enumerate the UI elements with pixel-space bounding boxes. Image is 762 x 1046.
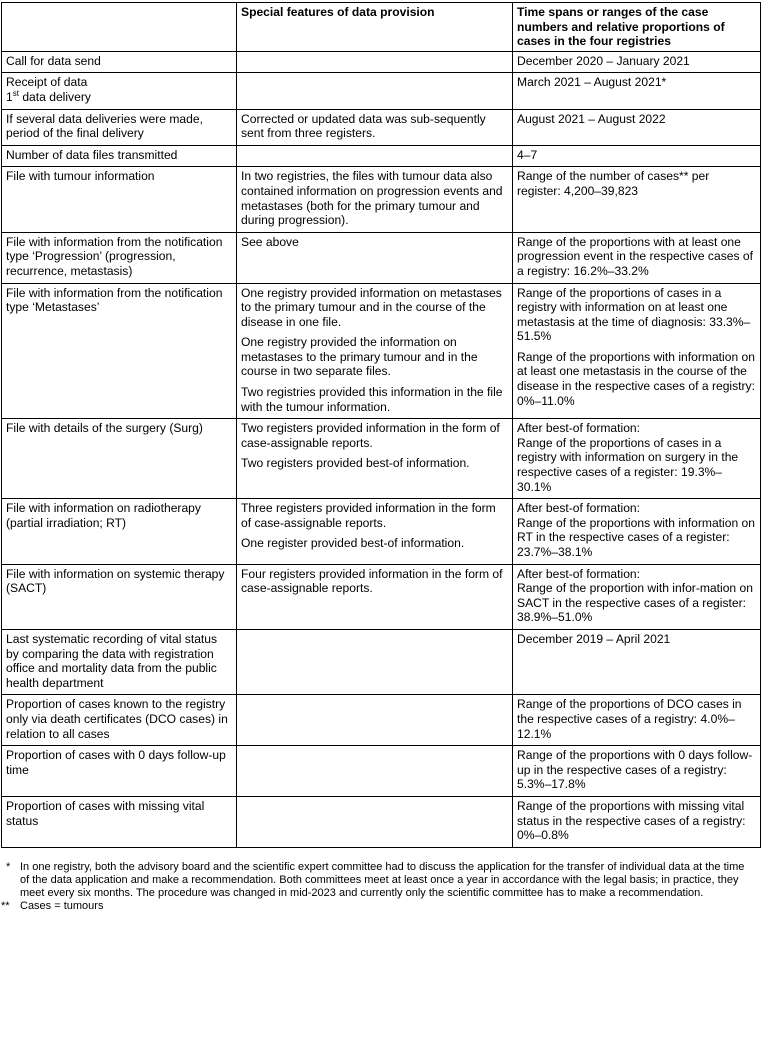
table-cell-col3 <box>513 419 761 499</box>
footnote-text: Cases = tumours <box>20 899 104 912</box>
cell-paragraph: If several data deliveries were made, period of the final delivery <box>6 111 203 141</box>
table-cell-col1 <box>2 232 237 283</box>
cell-paragraph: See above <box>241 234 299 249</box>
table-row <box>2 145 761 167</box>
table-cell-col2 <box>237 629 513 694</box>
table-body <box>2 51 761 847</box>
cell-paragraph: File with details of the surgery (Surg) <box>6 421 203 436</box>
cell-paragraph: Range of the proportions with 0 days follow-up in the respective cases of a registry: 5.3%–17.8% <box>517 748 753 792</box>
cell-paragraph: December 2020 – January 2021 <box>517 53 690 68</box>
table-cell-col1 <box>2 283 237 419</box>
table-cell-col3 <box>513 51 761 73</box>
cell-paragraph: Three registers provided information in the form of case-assignable reports. <box>241 501 496 530</box>
table-cell-col3 <box>513 746 761 797</box>
header-col1 <box>2 3 237 52</box>
table-row <box>2 499 761 564</box>
cell-paragraph: August 2021 – August 2022 <box>517 111 666 126</box>
cell-paragraph: Range of the proportions with missing vital status in the respective cases of a registry: 0%–0.8% <box>517 798 746 843</box>
table-cell-col2 <box>237 499 513 564</box>
table-cell-col3 <box>513 695 761 746</box>
table-cell-col1 <box>2 109 237 145</box>
table-cell-col1 <box>2 51 237 73</box>
table-row <box>2 73 761 109</box>
cell-paragraph: December 2019 – April 2021 <box>517 631 671 646</box>
table-cell-col1 <box>2 796 237 847</box>
table-row <box>2 232 761 283</box>
table-cell-col2 <box>237 145 513 167</box>
table-cell-col3 <box>513 796 761 847</box>
table-row <box>2 283 761 419</box>
cell-paragraph: Proportion of cases with missing vital status <box>6 798 205 828</box>
table-cell-col2 <box>237 283 513 419</box>
cell-paragraph: Range of the number of cases** per register: 4,200–39,823 <box>517 169 710 198</box>
table-cell-col3 <box>513 167 761 232</box>
table-cell-col2 <box>237 232 513 283</box>
cell-paragraph: After best-of formation: Range of the proportions of cases in a registry with information on surgery in the respective cases of a register: 19.3%–30.1% <box>517 421 739 494</box>
table-cell-col2 <box>237 796 513 847</box>
cell-paragraph: One registry provided the information on metastases to the primary tumour and in the course in two separate files. <box>241 335 478 379</box>
ordinal-suffix: st <box>12 88 19 98</box>
cell-paragraph: Four registers provided information in the form of case-assignable reports. <box>241 566 503 596</box>
table-cell-col3 <box>513 629 761 694</box>
table-cell-col3 <box>513 283 761 419</box>
table-row <box>2 51 761 73</box>
cell-paragraph: Two registries provided this information in the file with the tumour information. <box>241 385 503 414</box>
table-cell-col1 <box>2 695 237 746</box>
table-row <box>2 629 761 694</box>
cell-paragraph: Number of data files transmitted <box>6 147 178 162</box>
cell-paragraph: Range of the proportions of DCO cases in the respective cases of a registry: 4.0%–12.1% <box>517 697 742 741</box>
footnote <box>1 900 762 913</box>
table-cell-col1 <box>2 564 237 629</box>
cell-paragraph: Two registers provided best-of information. <box>241 456 470 471</box>
cell-paragraph: File with tumour information <box>6 169 155 184</box>
cell-paragraph: File with information from the notification type ‘Metastases’ <box>6 285 223 315</box>
table-cell-col3 <box>513 232 761 283</box>
table-cell-col2 <box>237 746 513 797</box>
cell-paragraph: File with information on radiotherapy (partial irradiation; RT) <box>6 501 201 530</box>
cell-paragraph: File with information on systemic therapy (SACT) <box>6 566 225 596</box>
cell-paragraph: Range of the proportions with at least one progression event in the respective cases of a registry: 16.2%–33.2% <box>517 234 753 278</box>
delivery-label: data delivery <box>18 89 91 104</box>
table-row <box>2 564 761 629</box>
cell-paragraph: After best-of formation: Range of the proportions with information on RT in the respective cases of a register: 23.7%–38.1% <box>517 501 755 559</box>
table-cell-col3 <box>513 109 761 145</box>
table-cell-col1 <box>2 629 237 694</box>
table-cell-col1 <box>2 73 237 109</box>
table-cell-col3 <box>513 73 761 109</box>
cell-paragraph: March 2021 – August 2021* <box>517 75 667 90</box>
table-cell-col2 <box>237 695 513 746</box>
cell-paragraph: Proportion of cases known to the registry only via death certificates (DCO cases) in relation to all cases <box>6 697 228 741</box>
table-header-row <box>2 3 761 52</box>
table-cell-col1 <box>2 746 237 797</box>
footnote-text: In one registry, both the advisory board and the scientific expert committee had to discuss the application for the transfer of individual data at the time of the data application and make a recommendation. Both committees meet at least once a year in accordance with the legal basis; in practice, they meet every six months. The procedure was changed in mid-2023 and currently only the scientific committee has to make a recommendation. <box>20 860 745 899</box>
table-cell-col1 <box>2 419 237 499</box>
table-row <box>2 695 761 746</box>
cell-paragraph <box>6 90 232 105</box>
table-row <box>2 167 761 232</box>
cell-paragraph: Two registers provided information in the form of case-assignable reports. <box>241 421 500 450</box>
table-cell-col3 <box>513 145 761 167</box>
footnote <box>1 861 762 900</box>
table-row <box>2 746 761 797</box>
footnote-marker: * <box>6 860 11 873</box>
table-cell-col2 <box>237 73 513 109</box>
footnote-marker: ** <box>1 899 10 912</box>
cell-paragraph: One register provided best-of information. <box>241 536 465 551</box>
footnotes <box>1 861 762 913</box>
table-row <box>2 109 761 145</box>
table-cell-col1 <box>2 145 237 167</box>
table-row <box>2 796 761 847</box>
table-cell-col1 <box>2 499 237 564</box>
cell-paragraph: Last systematic recording of vital status by comparing the data with registration office and mortality data from the public health department <box>6 631 218 690</box>
cell-paragraph: After best-of formation: Range of the proportion with infor-mation on SACT in the respective cases of a register: 38.9%–51.0% <box>517 566 753 625</box>
table-cell-col2 <box>237 419 513 499</box>
cell-paragraph: File with information from the notification type ‘Progression’ (progression, recurrence, metastasis) <box>6 234 223 278</box>
delivery-number: 1 <box>6 89 13 104</box>
table-cell-col2 <box>237 167 513 232</box>
table-cell-col1 <box>2 167 237 232</box>
table-cell-col3 <box>513 499 761 564</box>
cell-paragraph: Receipt of data <box>6 75 88 90</box>
data-provision-table <box>1 2 761 848</box>
cell-paragraph: In two registries, the files with tumour data also contained information on progression events and metastases (both for the primary tumour and during progression). <box>241 169 503 228</box>
cell-paragraph: One registry provided information on metastases to the primary tumour and in the course of the disease in one file. <box>241 285 502 329</box>
table-cell-col2 <box>237 51 513 73</box>
cell-paragraph: Corrected or updated data was sub-sequently sent from three registers. <box>241 111 486 141</box>
table-cell-col2 <box>237 564 513 629</box>
table-cell-col3 <box>513 564 761 629</box>
table-row <box>2 419 761 499</box>
cell-paragraph: Range of the proportions of cases in a registry with information on at least one metastasis at the time of diagnosis: 33.3%–51.5% <box>517 285 751 344</box>
cell-paragraph: 4–7 <box>517 147 538 162</box>
header-col2: Special features of data provision <box>237 3 513 52</box>
table-cell-col2 <box>237 109 513 145</box>
cell-paragraph: Proportion of cases with 0 days follow-up time <box>6 748 226 777</box>
header-col3: Time spans or ranges of the case numbers and relative proportions of cases in the four registries <box>513 3 761 52</box>
cell-paragraph: Call for data send <box>6 53 101 68</box>
cell-paragraph: Range of the proportions with information on at least one metastasis in the course of the disease in the respective cases of a registry: 0%–11.0% <box>517 349 755 408</box>
